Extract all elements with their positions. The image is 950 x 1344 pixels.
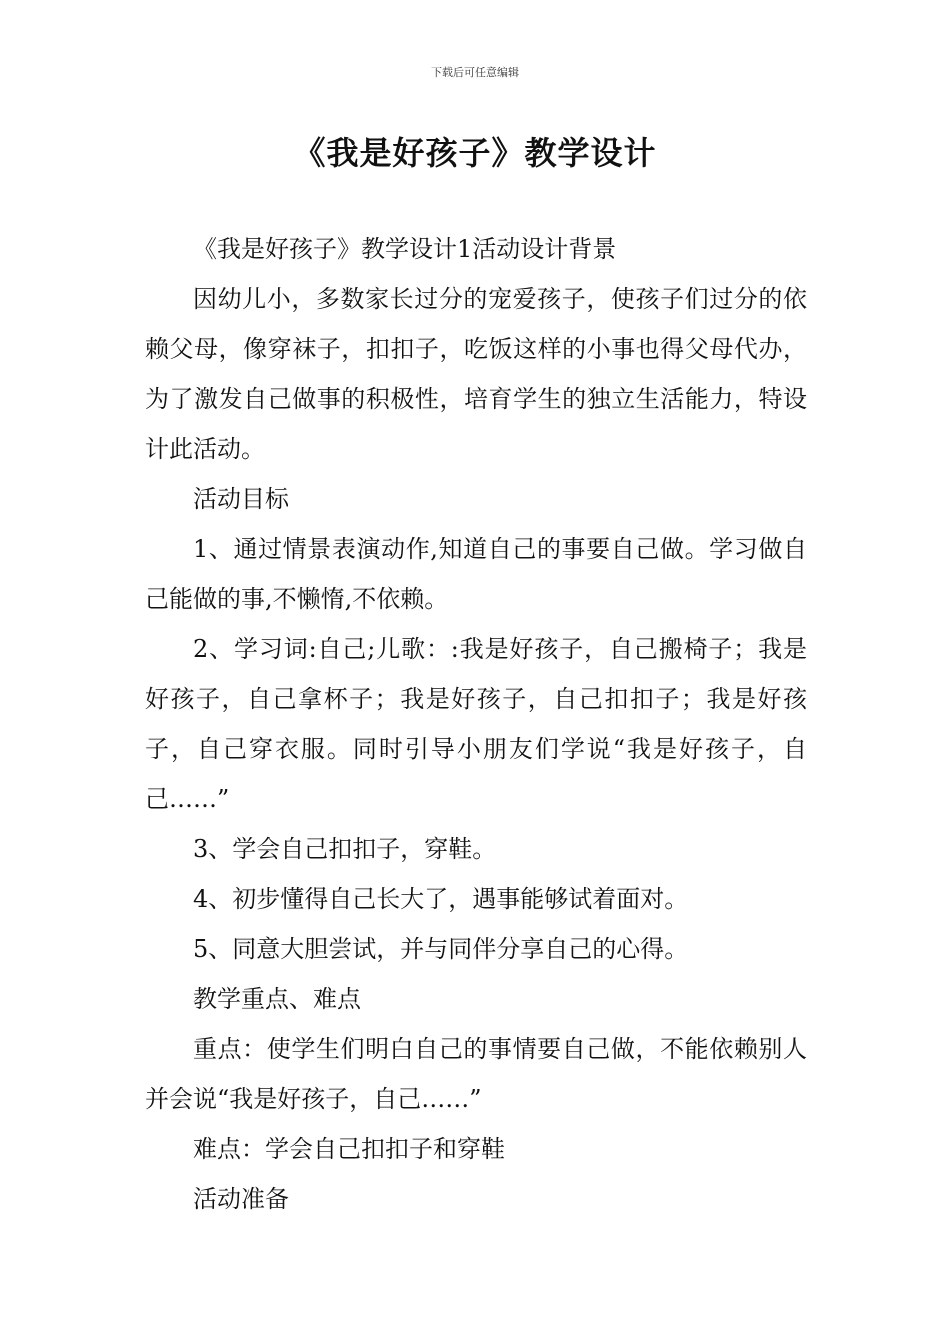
goal-item-4: 4、初步懂得自己长大了，遇事能够试着面对。 bbox=[193, 885, 689, 913]
document-title: 《我是好孩子》教学设计 bbox=[293, 134, 657, 172]
heading-preparation: 活动准备 bbox=[193, 1185, 289, 1213]
goal-item-3: 3、学会自己扣扣子，穿鞋。 bbox=[193, 835, 497, 863]
goal-item-2: 2、学习词:自己;儿歌：:我是好孩子，自己搬椅子；我是好孩子，自己拿杯子；我是好孩子，自己扣扣子；我是好孩子，自己穿衣服。同时引导小朋友们学说“我是好孩子，自己……” bbox=[145, 635, 807, 813]
key-point: 重点：使学生们明白自己的事情要自己做，不能依赖别人并会说“我是好孩子，自己……” bbox=[145, 1035, 807, 1113]
header-note: 下载后可任意编辑 bbox=[431, 66, 519, 79]
heading-key-points: 教学重点、难点 bbox=[193, 985, 361, 1013]
goal-item-1: 1、通过情景表演动作,知道自己的事要自己做。学习做自己能做的事,不懒惰,不依赖。 bbox=[145, 535, 807, 613]
heading-goals: 活动目标 bbox=[193, 485, 289, 513]
goal-item-5: 5、同意大胆尝试，并与同伴分享自己的心得。 bbox=[193, 935, 689, 963]
difficult-point: 难点：学会自己扣扣子和穿鞋 bbox=[193, 1135, 505, 1163]
paragraph-background: 因幼儿小，多数家长过分的宠爱孩子，使孩子们过分的依赖父母，像穿袜子，扣扣子，吃饭这样的小事也得父母代办，为了激发自己做事的积极性，培育学生的独立生活能力，特设计此活动。 bbox=[145, 285, 807, 463]
paragraph-intro: 《我是好孩子》教学设计1活动设计背景 bbox=[193, 235, 617, 263]
document-body bbox=[145, 224, 807, 1224]
